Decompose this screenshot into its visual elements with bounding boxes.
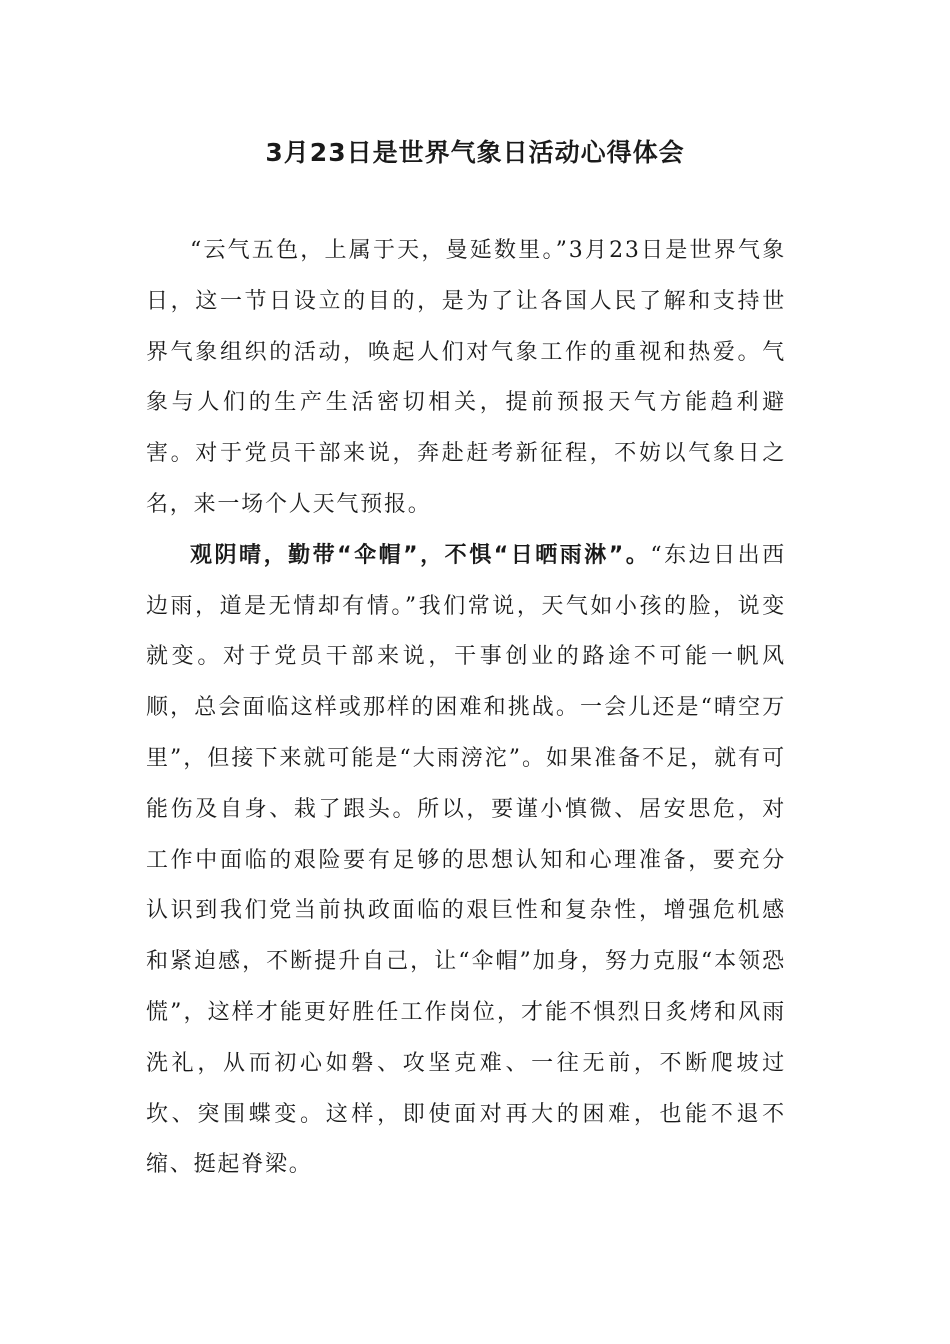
document-body	[146, 226, 786, 1191]
paragraph-section-1	[146, 531, 786, 1191]
paragraph-text: “云气五色，上属于天，曼延数里。”3月23日是世界气象日，这一节日设立的目的，是为了让各国人民了解和支持世界气象组织的活动，唤起人们对气象工作的重视和热爱。气象与人们的生产生活密切相关，提前预报天气方能趋利避害。对于党员干部来说，奔赴赶考新征程，不妨以气象日之名，来一场个人天气预报。	[146, 238, 786, 517]
paragraph-lead-heading: 观阴晴，勤带“伞帽”，不惧“日晒雨淋”。	[190, 542, 651, 568]
paragraph-intro	[146, 226, 786, 531]
paragraph-text: “东边日出西边雨，道是无情却有情。”我们常说，天气如小孩的脸，说变就变。对于党员干部来说，干事创业的路途不可能一帆风顺，总会面临这样或那样的困难和挑战。一会儿还是“晴空万里”，但接下来就可能是“大雨滂沱”。如果准备不足，就有可能伤及自身、栽了跟头。所以，要谨小慎微、居安思危，对工作中面临的艰险要有足够的思想认知和心理准备，要充分认识到我们党当前执政面临的艰巨性和复杂性，增强危机感和紧迫感，不断提升自己，让“伞帽”加身，努力克服“本领恐慌”，这样才能更好胜任工作岗位，才能不惧烈日炙烤和风雨洗礼，从而初心如磐、攻坚克难、一往无前，不断爬坡过坎、突围蝶变。这样，即使面对再大的困难，也能不退不缩、挺起脊梁。	[146, 542, 786, 1178]
document-title: 3月23日是世界气象日活动心得体会	[265, 138, 685, 167]
